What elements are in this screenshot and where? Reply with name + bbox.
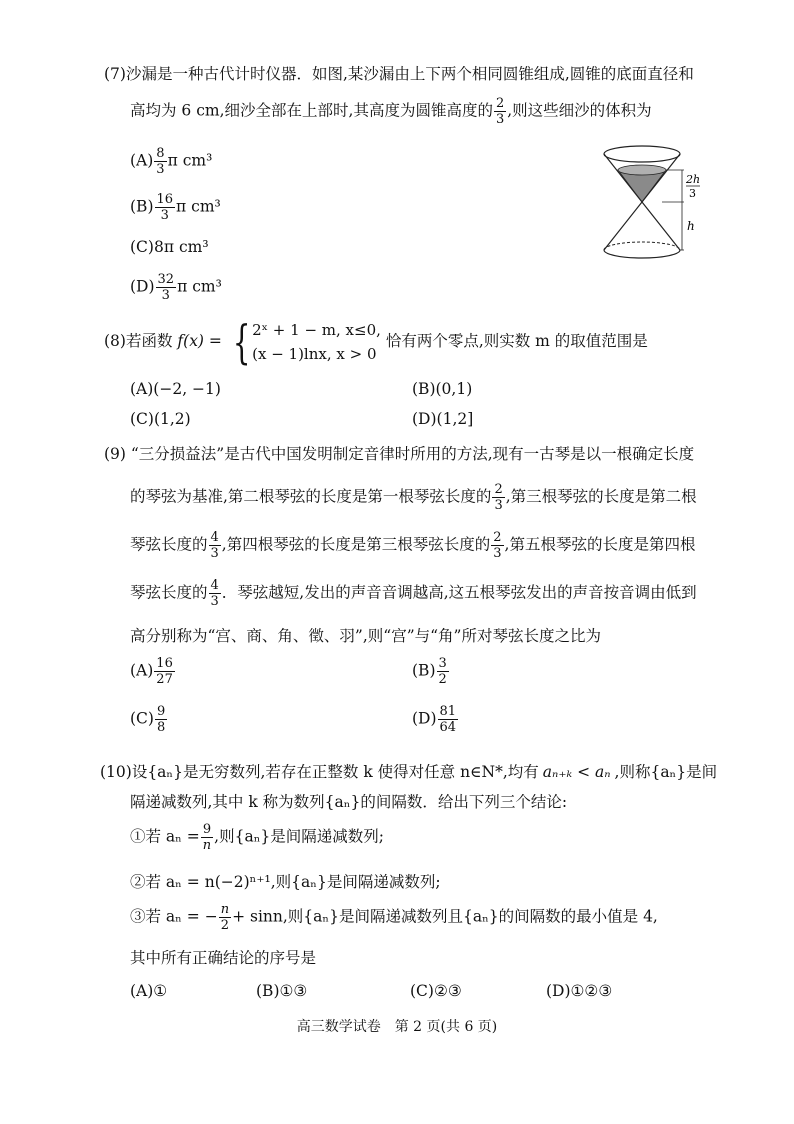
q7-option-c: (C)8π cm³ <box>130 238 209 256</box>
q7-fraction: $\frac{2}{3}$ <box>495 96 505 127</box>
q7-option-d: (D) $\frac{32}{3}$ π cm³ <box>130 272 222 303</box>
q10-option-b: (B)①③ <box>256 982 308 1000</box>
q7-option-b: (B) $\frac{16}{3}$ π cm³ <box>130 192 221 223</box>
q8-option-d: (D)(1,2] <box>412 410 474 428</box>
figure-label-h: h <box>687 219 695 233</box>
q7-line1: (7)沙漏是一种古代计时仪器．如图,某沙漏由上下两个相同圆锥组成,圆锥的底面直径和 <box>104 65 694 83</box>
q9-line5: 高分别称为“宫、商、角、徵、羽”,则“宫”与“角”所对琴弦长度之比为 <box>130 627 601 645</box>
figure-label-2h: 2h <box>686 173 701 186</box>
q10-option-a: (A)① <box>130 982 168 1000</box>
q10-statement-1: ①若 aₙ = $\frac{9}{n}$ ,则{aₙ}是间隔递减数列; <box>130 822 384 853</box>
q9-option-c: (C) $\frac{9}{8}$ <box>130 704 166 735</box>
q7-line2: 高均为 6 cm,细沙全部在上部时,其高度为圆锥高度的 $\frac{2}{3}$ ,则这些细沙的体积为 <box>130 96 652 127</box>
q10-statement-3: ③若 aₙ = − $\frac{n}{2}$ + sinn,则{aₙ}是间隔递减数列且{aₙ}的间隔数的最小值是 4, <box>130 902 658 933</box>
q9-line3: 琴弦长度的 $\frac{4}{3}$ ,第四根琴弦的长度是第三根琴弦长度的 $\frac{2}{3}$ ,第五根琴弦的长度是第四根 <box>130 530 696 561</box>
q10-statement-2: ②若 aₙ = n(−2)ⁿ⁺¹,则{aₙ}是间隔递减数列; <box>130 873 441 891</box>
q10-line2: 隔递减数列,其中 k 称为数列{aₙ}的间隔数．给出下列三个结论: <box>130 793 568 811</box>
page-footer: 高三数学试卷 第 2 页(共 6 页) <box>296 1019 498 1035</box>
q9-line2: 的琴弦为基准,第二根琴弦的长度是第一根琴弦长度的 $\frac{2}{3}$ ,第三根琴弦的长度是第二根 <box>130 482 697 513</box>
q9-option-d: (D) $\frac{81}{64}$ <box>412 704 457 735</box>
q10-option-d: (D)①②③ <box>546 982 613 1000</box>
q9-option-b: (B) $\frac{3}{2}$ <box>412 656 447 687</box>
q8-statement: (8)若函数 f(x) = { 2ˣ + 1 − m, x≤0, (x − 1)lnx, x > 0 恰有两个零点,则实数 m 的取值范围是 <box>104 315 648 369</box>
q10-conclusion: 其中所有正确结论的序号是 <box>130 949 317 967</box>
q9-line1: (9) “三分损益法”是古代中国发明制定音律时所用的方法,现有一古琴是以一根确定长度 <box>104 445 695 463</box>
q8-option-b: (B)(0,1) <box>412 380 473 398</box>
q9-line4: 琴弦长度的 $\frac{4}{3}$ ．琴弦越短,发出的声音音调越高,这五根琴弦发出的声音按音调由低到 <box>130 578 697 609</box>
sandglass-figure <box>598 138 718 270</box>
q10-line1: (10)设{aₙ}是无穷数列,若存在正整数 k 使得对任意 n∈N*,均有 aₙ₊ₖ < aₙ ,则称{aₙ}是间 <box>100 763 718 781</box>
q10-option-c: (C)②③ <box>410 982 462 1000</box>
q9-option-a: (A) $\frac{16}{27}$ <box>130 656 173 687</box>
q8-piecewise: 2ˣ + 1 − m, x≤0, (x − 1)lnx, x > 0 <box>252 321 381 363</box>
q8-option-a: (A)(−2, −1) <box>130 380 221 398</box>
figure-label-3: 3 <box>689 187 696 200</box>
q7-option-a: (A) $\frac{8}{3}$ π cm³ <box>130 146 213 177</box>
q8-option-c: (C)(1,2) <box>130 410 191 428</box>
